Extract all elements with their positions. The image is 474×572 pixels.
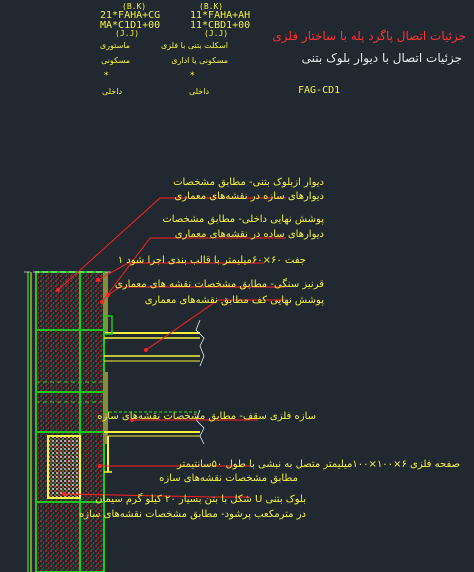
col1-sub: (J.J) bbox=[115, 29, 140, 38]
col2-sub: (J.J) bbox=[204, 29, 229, 38]
callout-1-line1: دیوار ازبلوک بتنی- مطابق مشخصات bbox=[173, 177, 324, 188]
col1-line1: 21*FAHA+CG bbox=[100, 10, 161, 21]
leader-c5 bbox=[146, 300, 286, 350]
callout-7-line1: صفحه فلزی ۶×۱۰۰×۱۰۰میلیمتر متصل به نبشی با طول ۵۰سانتیمتر bbox=[176, 459, 460, 470]
col2-tag: (B.K) bbox=[199, 2, 224, 11]
callout-4: قرنیز سنگی- مطابق مشخصات نقشه های معماری bbox=[114, 279, 324, 290]
title-white: جزئیات اتصال با دیوار بلوک بتنی bbox=[301, 51, 462, 65]
drawing-code: FAG-CD1 bbox=[298, 85, 341, 96]
callout-8-line2: در مترمکعب پرشود- مطابق مشخصات نقشه‌های سازه bbox=[78, 509, 306, 520]
col1-line2: MA*C1D1+00 bbox=[100, 20, 161, 31]
row2-left: مسکونی bbox=[101, 56, 130, 65]
row4-right: داخلی bbox=[188, 87, 209, 96]
row3-left: * bbox=[104, 71, 109, 81]
row2-right: مسکونی یا اداری bbox=[171, 56, 228, 65]
callout-7-line2: مطابق مشخصات نقشه‌های سازه bbox=[159, 473, 298, 484]
title-red: جزئیات اتصال پاگرد پله با ساختار فلزی bbox=[272, 29, 466, 43]
row1-right: اسکلت بتنی با فلزی bbox=[160, 41, 228, 50]
leader-c2 bbox=[102, 238, 286, 302]
grouted-u-block bbox=[48, 436, 80, 498]
col2-line1: 11*FAHA+AH bbox=[190, 10, 251, 21]
callout-5: پوشش نهایی کف مطابق نقشه‌های معماری bbox=[144, 295, 324, 306]
callout-2-line2: دیوارهای ساده در نقشه‌های معماری bbox=[174, 229, 324, 240]
row3-right: * bbox=[190, 71, 195, 81]
row4-left: داخلی bbox=[101, 87, 122, 96]
callout-8-line1: بلوک بتنی U شکل با بتن بسیار ۲۰ کیلو گرم سیمان bbox=[95, 494, 306, 505]
callout-6: سازه فلزی سقف- مطابق مشخصات نقشه‌های سازه bbox=[97, 411, 316, 422]
col1-tag: (B.K) bbox=[122, 2, 147, 11]
callout-1-line2: دیوارهای سازه در نقشه‌های معماری bbox=[174, 191, 324, 202]
col2-line2: 11*CBD1+00 bbox=[190, 20, 251, 31]
callout-2-line1: پوشش نهایی داخلی- مطابق مشخصات bbox=[162, 214, 324, 225]
row1-left: ماستوری bbox=[99, 41, 130, 50]
callout-3: جفت ۶۰×۶۰میلیمتر با قالب بندی اجرا شود ۱ bbox=[117, 255, 306, 266]
block-wall bbox=[28, 272, 104, 572]
interior-finish-lower bbox=[104, 372, 108, 444]
